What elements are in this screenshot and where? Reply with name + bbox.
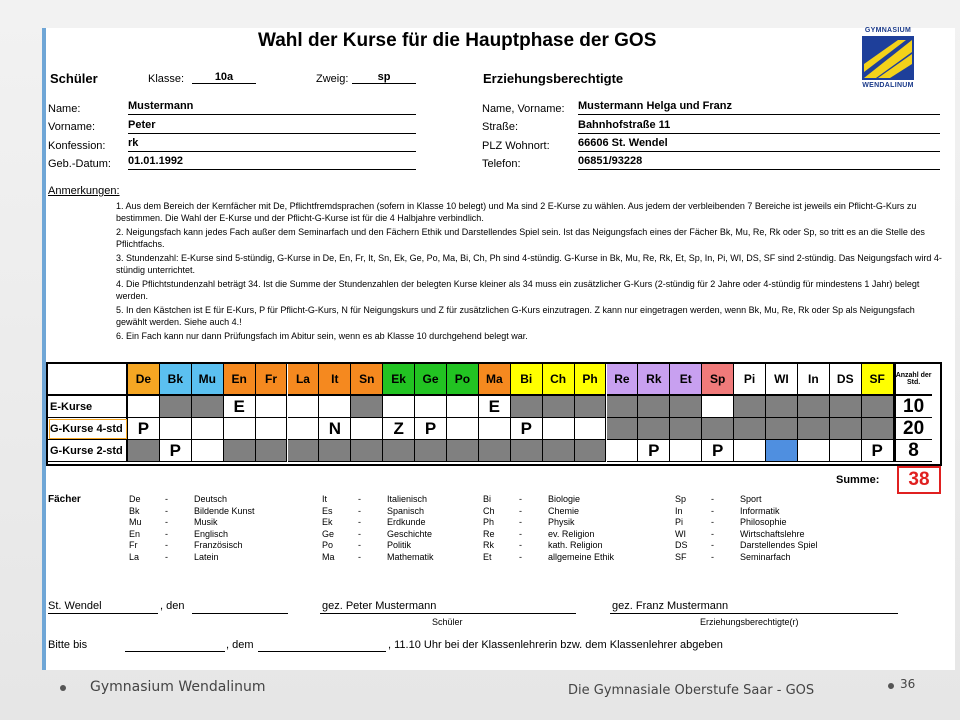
course-cell-disabled (766, 396, 798, 418)
course-cell[interactable] (702, 396, 734, 418)
guardian-signature: gez. Franz Mustermann (612, 600, 729, 612)
course-cell-disabled (862, 396, 894, 418)
row-total-hours: 8 (894, 440, 932, 462)
course-cell-disabled (511, 440, 543, 462)
remark-item: 6. Ein Fach kann nur dann Prüfungsfach im Abitur sein, wenn es ab Klasse 10 durchgehend belegt war. (116, 331, 528, 341)
legend-code: Fr (129, 540, 138, 551)
course-cell-disabled (447, 440, 479, 462)
subject-header-po: Po (447, 364, 479, 396)
legend-code: Po (322, 540, 334, 551)
guardian-street-value[interactable]: Bahnhofstraße 11 (578, 119, 940, 134)
legend-separator: - (519, 505, 522, 516)
course-cell-disabled (511, 396, 543, 418)
course-cell-disabled (575, 396, 607, 418)
legend-subject-name: ev. Religion (548, 528, 595, 539)
place-line (48, 613, 158, 614)
legend-subject-name: Italienisch (387, 494, 428, 504)
course-cell[interactable] (447, 396, 479, 418)
course-cell-disabled (862, 418, 894, 440)
course-cell-disabled (479, 440, 511, 462)
legend-separator: - (358, 540, 361, 551)
student-name-value[interactable]: Mustermann (128, 100, 416, 115)
footer-presentation: Die Gymnasiale Oberstufe Saar - GOS (568, 683, 815, 698)
remarks-heading: Anmerkungen: (48, 185, 120, 197)
student-birthdate-value[interactable]: 01.01.1992 (128, 155, 416, 170)
course-cell-disabled (288, 440, 320, 462)
subject-header-pi: Pi (734, 364, 766, 396)
table-corner-cell (48, 364, 128, 396)
legend-subject-name: kath. Religion (548, 540, 603, 551)
course-cell-disabled (192, 396, 224, 418)
subject-header-ds: DS (830, 364, 862, 396)
subject-header-de: De (128, 364, 160, 396)
subject-header-wi: WI (766, 364, 798, 396)
legend-separator: - (711, 552, 714, 562)
course-cell[interactable]: N (319, 418, 351, 440)
row-label: G-Kurse 2-std (48, 440, 128, 462)
student-signature-line[interactable] (320, 613, 576, 614)
course-cell[interactable] (830, 440, 862, 462)
course-cell-disabled (543, 396, 575, 418)
course-cell-disabled (734, 396, 766, 418)
legend-code: Sp (675, 494, 687, 504)
course-cell[interactable] (256, 396, 288, 418)
bitte-bis-line[interactable] (125, 651, 225, 652)
legend-subject-name: Politik (387, 540, 412, 551)
class-value[interactable]: 10a (192, 71, 256, 84)
course-cell[interactable] (288, 396, 320, 418)
legend-separator: - (519, 528, 522, 539)
subject-header-et: Et (670, 364, 702, 396)
course-cell[interactable] (479, 418, 511, 440)
guardian-street-label: Straße: (482, 121, 519, 133)
subject-header-en: En (224, 364, 256, 396)
course-cell-disabled (734, 418, 766, 440)
logo-text-top: GYMNASIUM (864, 27, 912, 34)
course-cell-disabled (798, 396, 830, 418)
row-total-hours: 20 (894, 418, 932, 440)
course-cell[interactable] (607, 440, 639, 462)
legend-separator: - (165, 505, 168, 516)
course-cell[interactable] (798, 440, 830, 462)
legend-separator: - (711, 517, 714, 528)
footer-page-number: 36 (900, 677, 916, 691)
course-cell[interactable]: P (862, 440, 894, 462)
legend-heading: Fächer (48, 494, 81, 505)
remark-item: 1. Aus dem Bereich der Kernfächer mit De, Pflichtfremdsprachen (sofern in Klasse 10 belegt) und Ma sind 2 E-Kurse zu wählen. Aus jedem der verbleibenden 7 Bereiche ist jeweils ein Pflicht-G-Kurs zu bestimmen. Die Wahl der E-Kurse und der Pflicht-G-Kurse ist für die 4 Halbjahre verbindlich. (116, 201, 917, 223)
legend-subject-name: Erdkunde (387, 517, 426, 528)
course-cell-disabled (160, 396, 192, 418)
row-label: G-Kurse 4-std (48, 418, 128, 440)
student-name-label: Name: (48, 103, 81, 115)
student-caption: Schüler (432, 617, 463, 627)
course-cell-disabled (319, 440, 351, 462)
guardian-heading: Erziehungsberechtigte (483, 71, 624, 86)
course-cell[interactable] (734, 440, 766, 462)
subject-header-fr: Fr (256, 364, 288, 396)
course-cell[interactable] (383, 396, 415, 418)
legend-separator: - (519, 540, 522, 551)
subject-header-it: It (319, 364, 351, 396)
legend-code: Mu (129, 517, 142, 528)
subject-header-rk: Rk (638, 364, 670, 396)
course-cell[interactable]: P (638, 440, 670, 462)
legend-code: WI (675, 528, 686, 539)
footer-bullet-icon (60, 685, 66, 691)
course-cell[interactable] (224, 418, 256, 440)
student-signature: gez. Peter Mustermann (322, 600, 437, 612)
guardian-name-label: Name, Vorname: (482, 103, 565, 115)
course-cell[interactable] (288, 418, 320, 440)
course-cell-disabled (702, 418, 734, 440)
legend-separator: - (358, 505, 361, 516)
course-cell[interactable]: P (160, 440, 192, 462)
subject-legend (129, 494, 829, 566)
legend-subject-name: Seminarfach (740, 552, 791, 562)
guardian-city-value[interactable]: 66606 St. Wendel (578, 137, 940, 152)
remarks-list (116, 200, 942, 342)
legend-separator: - (711, 494, 714, 504)
subject-header-sf: SF (862, 364, 894, 396)
course-cell-disabled (830, 396, 862, 418)
guardian-signature-line[interactable] (610, 613, 898, 614)
remark-item: 5. In den Kästchen ist E für E-Kurs, P für Pflicht-G-Kurs, N für Neigungskurs und Z für zusätzlichen G-Kurs einzutragen. Z kann nur eingetragen werden, wenn Bk, Mu, Re, Rk oder Sp als Neigungsfach gewählt werden. Siehe auch 4.! (116, 305, 915, 327)
course-cell-disabled (575, 440, 607, 462)
legend-separator: - (358, 528, 361, 539)
subject-header-sp: Sp (702, 364, 734, 396)
row-label: E-Kurse (48, 396, 128, 418)
course-cell[interactable]: E (224, 396, 256, 418)
legend-code: Re (483, 528, 495, 539)
legend-code: In (675, 505, 683, 516)
legend-separator: - (358, 494, 361, 504)
legend-code: It (322, 494, 328, 504)
legend-code: De (129, 494, 141, 504)
legend-subject-name: Sport (740, 494, 762, 504)
course-cell-disabled (607, 396, 639, 418)
student-confession-label: Konfession: (48, 140, 106, 152)
sum-value-box: 38 (897, 466, 941, 494)
subject-header-ch: Ch (543, 364, 575, 396)
course-cell-disabled (256, 440, 288, 462)
logo-emblem-icon (858, 34, 918, 82)
course-cell[interactable] (160, 418, 192, 440)
bitte-bis-label: Bitte bis (48, 639, 88, 651)
branch-value[interactable]: sp (352, 71, 416, 84)
legend-separator: - (519, 552, 522, 562)
course-cell[interactable]: Z (383, 418, 415, 440)
legend-subject-name: allgemeine Ethik (548, 552, 615, 562)
legend-subject-name: Mathematik (387, 552, 434, 562)
remark-item: 4. Die Pflichtstundenzahl beträgt 34. Ist die Summe der Stundenzahlen der belegten Kurse kleiner als 34 muss ein zusätzlicher G-Kurs (2-stündig für 2 Jahre oder 4-stündig für mindestens 1 Jahr) belegt werden. (116, 279, 920, 301)
legend-separator: - (358, 552, 361, 562)
legend-separator: - (165, 552, 168, 562)
course-cell[interactable] (256, 418, 288, 440)
course-cell[interactable]: P (702, 440, 734, 462)
dem-label: , dem (226, 639, 254, 651)
course-cell[interactable]: P (415, 418, 447, 440)
legend-code: Bi (483, 494, 492, 504)
remark-item: 3. Stundenzahl: E-Kurse sind 5-stündig, G-Kurse in De, En, Fr, It, Sn, Ek, Ge, Po, Ma, Bi, Ch, Ph sind 4-stündig. G-Kurse in Bk, Mu, Re, Rk, Et, Sp, In, Pi, WI, DS, SF sind 2-stündig. Das Neigungsfach wird 4-stündig unterrichtet. (116, 253, 942, 275)
guardian-phone-label: Telefon: (482, 158, 521, 170)
legend-separator: - (165, 540, 168, 551)
course-cell-disabled (543, 440, 575, 462)
legend-code: Pi (675, 517, 684, 528)
legend-code: Rk (483, 540, 494, 551)
legend-separator: - (711, 528, 714, 539)
sum-label: Summe: (836, 474, 880, 486)
subject-header-ma: Ma (479, 364, 511, 396)
legend-code: Ge (322, 528, 335, 539)
legend-code: La (129, 552, 140, 562)
subject-header-sn: Sn (351, 364, 383, 396)
subject-header-bk: Bk (160, 364, 192, 396)
legend-separator: - (165, 494, 168, 504)
total-hours-header: Anzahl der Std. (894, 364, 932, 396)
subject-header-ph: Ph (575, 364, 607, 396)
legend-code: Ma (322, 552, 335, 562)
place-value: St. Wendel (48, 600, 102, 612)
course-cell-disabled (638, 396, 670, 418)
course-cell-disabled (670, 396, 702, 418)
legend-code: En (129, 528, 141, 539)
student-heading: Schüler (50, 71, 98, 86)
student-birthdate-label: Geb.-Datum: (48, 158, 111, 170)
subject-header-la: La (288, 364, 320, 396)
course-cell[interactable] (543, 418, 575, 440)
course-cell-disabled (351, 396, 383, 418)
course-cell[interactable]: P (511, 418, 543, 440)
legend-separator: - (519, 517, 522, 528)
course-cell-disabled (224, 440, 256, 462)
course-cell[interactable] (128, 396, 160, 418)
remark-item: 2. Neigungsfach kann jedes Fach außer dem Seminarfach und den Fächern Ethik und Darstellendes Spiel sein. Ist das Neigungsfach eines der Fächer Bk, Mu, Re, Rk oder Sp, so tritt es an die Stelle des Pflichtfachs. (116, 227, 925, 249)
legend-subject-name: Latein (194, 552, 219, 562)
course-cell[interactable] (447, 418, 479, 440)
subject-header-mu: Mu (192, 364, 224, 396)
subject-header-in: In (798, 364, 830, 396)
legend-code: Ch (483, 505, 495, 516)
course-cell[interactable] (351, 418, 383, 440)
legend-separator: - (358, 517, 361, 528)
legend-separator: - (519, 494, 522, 504)
legend-subject-name: Biologie (548, 494, 581, 504)
course-cell-disabled (766, 418, 798, 440)
den-label: , den (160, 600, 185, 612)
legend-separator: - (165, 517, 168, 528)
legend-code: Es (322, 505, 333, 516)
legend-separator: - (711, 505, 714, 516)
course-cell[interactable]: P (128, 418, 160, 440)
course-cell-selected[interactable] (766, 440, 798, 462)
row-total-hours: 10 (894, 396, 932, 418)
course-cell-disabled (128, 440, 160, 462)
legend-subject-name: Wirtschaftslehre (740, 528, 805, 539)
course-cell[interactable]: E (479, 396, 511, 418)
course-cell-disabled (383, 440, 415, 462)
footer-page-bullet-icon (888, 683, 894, 689)
course-cell[interactable] (415, 396, 447, 418)
logo-text-bottom: WENDALINUM (862, 82, 914, 89)
legend-subject-name: Bildende Kunst (194, 505, 255, 516)
legend-separator: - (711, 540, 714, 551)
legend-subject-name: Musik (194, 517, 218, 528)
legend-subject-name: Spanisch (387, 505, 425, 516)
legend-subject-name: Chemie (548, 505, 580, 516)
legend-subject-name: Deutsch (194, 494, 228, 504)
student-firstname-value[interactable]: Peter (128, 119, 416, 134)
course-cell-disabled (830, 418, 862, 440)
course-cell-disabled (670, 418, 702, 440)
legend-subject-name: Philosophie (740, 517, 787, 528)
course-cell-disabled (351, 440, 383, 462)
legend-subject-name: Physik (548, 517, 575, 528)
legend-code: Et (483, 552, 492, 562)
subject-header-ge: Ge (415, 364, 447, 396)
course-cell[interactable] (319, 396, 351, 418)
legend-subject-name: Darstellendes Spiel (740, 540, 818, 551)
legend-code: Ph (483, 517, 495, 528)
subject-header-bi: Bi (511, 364, 543, 396)
guardian-name-value[interactable]: Mustermann Helga und Franz (578, 100, 940, 115)
subject-header-re: Re (607, 364, 639, 396)
subject-header-ek: Ek (383, 364, 415, 396)
course-cell[interactable] (575, 418, 607, 440)
deadline-text: , 11.10 Uhr bei der Klassenlehrerin bzw. dem Klassenlehrer abgeben (388, 639, 723, 651)
course-cell-disabled (798, 418, 830, 440)
legend-subject-name: Englisch (194, 528, 229, 539)
legend-code: DS (675, 540, 688, 551)
class-label: Klasse: (148, 73, 185, 85)
legend-subject-name: Informatik (740, 505, 780, 516)
guardian-caption: Erziehungsberechtigte(r) (700, 617, 799, 627)
course-cell[interactable] (670, 440, 702, 462)
student-firstname-label: Vorname: (48, 121, 96, 133)
legend-code: Ek (322, 517, 333, 528)
branch-label: Zweig: (316, 73, 349, 85)
dem-line[interactable] (258, 651, 386, 652)
footer-school: Gymnasium Wendalinum (90, 679, 266, 695)
legend-subject-name: Französisch (194, 540, 243, 551)
legend-code: SF (675, 552, 687, 562)
course-cell-disabled (415, 440, 447, 462)
guardian-phone-value[interactable]: 06851/93228 (578, 155, 940, 170)
legend-code: Bk (129, 505, 140, 516)
legend-subject-name: Geschichte (387, 528, 433, 539)
guardian-city-label: PLZ Wohnort: (482, 140, 550, 152)
student-confession-value[interactable]: rk (128, 137, 416, 152)
date-line[interactable] (192, 613, 288, 614)
course-cell-disabled (607, 418, 639, 440)
course-cell[interactable] (192, 440, 224, 462)
legend-separator: - (165, 528, 168, 539)
school-logo (858, 27, 918, 93)
course-selection-table (46, 362, 942, 466)
page-title: Wahl der Kurse für die Hauptphase der GOS (258, 30, 657, 51)
course-cell-disabled (638, 418, 670, 440)
course-cell[interactable] (192, 418, 224, 440)
